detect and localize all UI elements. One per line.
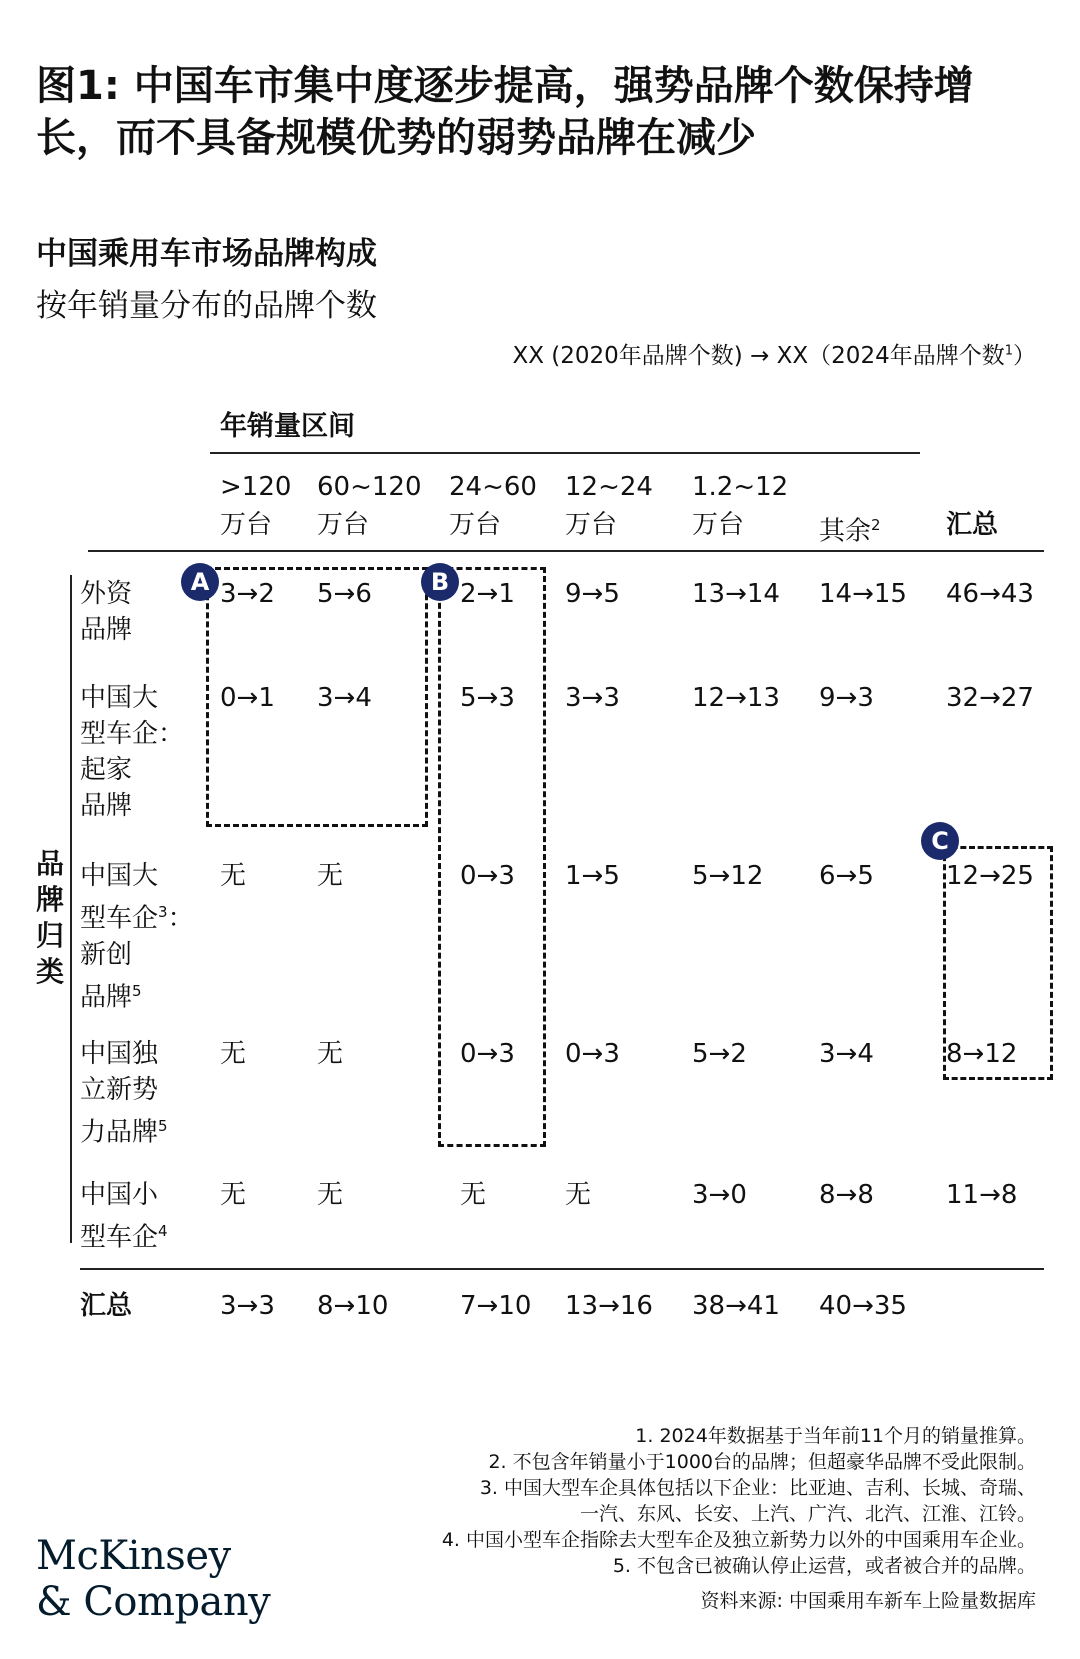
source-note: 资料来源: 中国乘用车新车上险量数据库 [700,1590,1036,1612]
footnote-4: 4. 中国小型车企指除去大型车企及独立新势力以外的中国乘用车企业。 [441,1529,1036,1551]
table-cell: 2→1 [460,579,515,609]
row-label-independent-2: 立新势 [80,1075,159,1105]
table-cell: 0→3 [460,1039,515,1069]
table-cell: 无 [460,1180,487,1210]
row-label-independent-3-text: 力品牌 [80,1117,159,1148]
col-header-5-l1: 1.2~12 [692,472,789,502]
group-header-rule [210,452,920,454]
row-label-small-2-text: 型车企 [80,1222,159,1253]
chart-subtitle: 中国乘用车市场品牌构成 [36,236,377,272]
row-label-big-new-2-text: 型车企 [80,903,159,934]
page-title: 图1: 中国车市集中度逐步提高，强势品牌个数保持增长，而不具备规模优势的弱势品牌在减少 [36,63,974,161]
legend-tail: ） [1013,343,1036,369]
table-cell: 无 [317,1039,344,1069]
col-header-7 [946,506,998,544]
row-label-big-origin-1: 中国大 [80,683,159,713]
table-cell: 无 [317,861,344,891]
row-label-foreign [80,576,132,648]
row-label-small [80,1177,168,1256]
table-cell: 12→13 [692,683,780,713]
col-header-2 [317,468,422,544]
row-label-big-new-2-sup: 3 [158,903,168,921]
table-cell: 11→8 [946,1180,1018,1210]
col-header-2-l1: 60~120 [317,472,422,502]
col-header-4-l2: 万台 [565,510,618,540]
legend-text: XX (2020年品牌个数) → XX（2024年品牌个数 [512,343,1005,369]
total-cell: 8→10 [317,1291,389,1321]
table-cell: 5→6 [317,579,372,609]
row-label-big-new-4 [80,973,194,1016]
table-cell: 13→14 [692,579,780,609]
footnote-1: 1. 2024年数据基于当年前11个月的销量推算。 [635,1425,1036,1447]
group-header: 年销量区间 [220,411,355,442]
row-label-big-origin-2: 型车企： [80,719,185,749]
table-cell: 46→43 [946,579,1034,609]
table-cell: 无 [220,1039,247,1069]
table-cell: 0→3 [565,1039,620,1069]
legend-note [512,337,1036,370]
table-cell: 无 [220,861,247,891]
col-header-3-l2: 万台 [449,510,502,540]
highlight-box-b [438,567,546,1147]
highlight-box-c [943,846,1053,1080]
col-header-6-l2: 其余 [819,516,872,547]
header-rule [88,550,1044,552]
table-cell: 3→2 [220,579,275,609]
row-label-big-new-2-after: ： [167,903,194,934]
col-header-2-l2: 万台 [317,510,370,540]
col-header-3 [449,468,537,544]
row-label-big-new-2 [80,894,194,937]
category-axis-line [70,575,72,1243]
table-cell: 0→1 [220,683,275,713]
row-label-big-new-4-text: 品牌 [80,982,133,1013]
table-cell: 无 [220,1180,247,1210]
col-header-1-l2: 万台 [220,510,273,540]
row-label-big-new-4-sup: 5 [132,981,142,1000]
footnote-5: 5. 不包含已被确认停止运营，或者被合并的品牌。 [612,1555,1036,1577]
col-header-1-l1: >120 [220,472,292,502]
row-label-big-new-1: 中国大 [80,861,159,891]
logo-line-1: McKinsey [36,1533,231,1579]
logo-line-2: & Company [36,1579,271,1625]
table-cell: 3→3 [565,683,620,713]
table-cell: 无 [317,1180,344,1210]
table-cell: 0→3 [460,861,515,891]
col-header-4 [565,468,653,544]
table-cell: 8→8 [819,1180,874,1210]
legend-sup: 1 [1004,343,1013,359]
category-axis-label-text: 品牌归类 [35,847,64,988]
row-label-independent-3 [80,1108,168,1151]
total-rule [80,1268,1044,1270]
col-header-5-l2: 万台 [692,510,745,540]
col-header-4-l1: 12~24 [565,472,653,502]
footnote-3: 3. 中国大型车企具体包括以下企业：比亚迪、吉利、长城、奇瑞、 [479,1477,1036,1499]
table-cell: 8→12 [946,1039,1018,1069]
row-label-independent-1: 中国独 [80,1039,159,1069]
row-label-small-2-sup: 4 [158,1222,168,1240]
col-header-7-l2: 汇总 [946,510,999,540]
row-label-foreign-2: 品牌 [80,615,133,645]
chart-subtitle-2: 按年销量分布的品牌个数 [36,288,377,324]
col-header-1 [220,468,291,544]
row-label-big-origin-3: 起家 [80,755,133,785]
footnotes [442,1423,1036,1579]
row-label-independent [80,1036,168,1151]
table-cell: 5→12 [692,861,764,891]
col-header-6-sup: 2 [871,516,881,534]
row-label-big-new-3: 新创 [80,939,133,970]
badge-a: A [181,563,219,601]
table-cell: 9→3 [819,683,874,713]
row-label-big-new [80,858,194,1015]
table-cell: 3→4 [317,683,372,713]
category-axis-label [32,846,68,990]
table-cell: 5→2 [692,1039,747,1069]
badge-b: B [421,563,459,601]
table-cell: 5→3 [460,683,515,713]
table-cell: 12→25 [946,861,1034,891]
col-header-6 [819,506,881,551]
total-row-label: 汇总 [80,1291,133,1321]
total-cell: 3→3 [220,1291,275,1321]
row-label-big-origin [80,680,184,824]
mckinsey-logo [36,1533,270,1625]
col-header-3-l1: 24~60 [449,472,537,502]
badge-c: C [921,822,959,860]
total-cell: 7→10 [460,1291,532,1321]
total-cell: 38→41 [692,1291,780,1321]
footnote-2: 2. 不包含年销量小于1000台的品牌；但超豪华品牌不受此限制。 [488,1451,1036,1473]
table-cell: 3→4 [819,1039,874,1069]
row-label-big-origin-4: 品牌 [80,791,133,821]
highlight-box-a [206,567,428,827]
row-label-independent-3-sup: 5 [158,1117,168,1135]
row-label-small-2 [80,1213,168,1256]
table-cell: 6→5 [819,861,874,891]
table-cell: 32→27 [946,683,1034,713]
table-cell: 1→5 [565,861,620,891]
table-cell: 3→0 [692,1180,747,1210]
row-label-foreign-1: 外资 [80,579,133,609]
col-header-5 [692,468,788,544]
table-cell: 9→5 [565,579,620,609]
table-cell: 14→15 [819,579,907,609]
total-cell: 13→16 [565,1291,653,1321]
total-cell: 40→35 [819,1291,907,1321]
row-label-small-1: 中国小 [80,1180,159,1210]
footnote-3-cont: 一汽、东风、长安、上汽、广汽、北汽、江淮、江铃。 [579,1503,1036,1525]
table-cell: 无 [565,1180,592,1210]
